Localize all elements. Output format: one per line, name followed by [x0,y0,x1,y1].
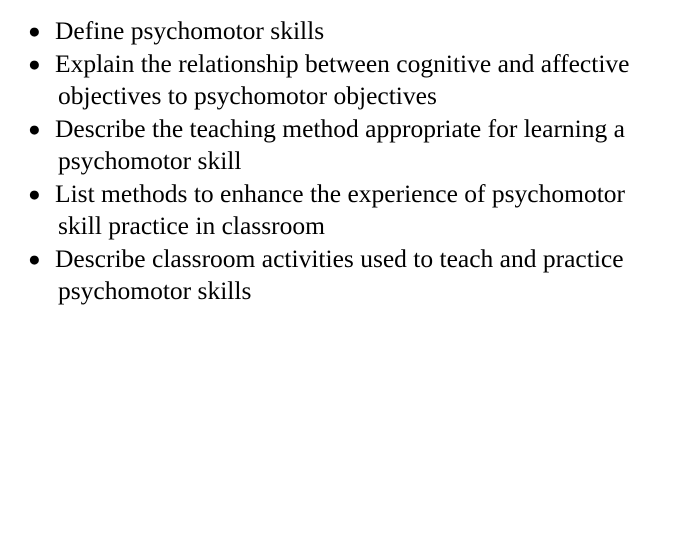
bullet-icon: ● [28,19,41,43]
objective-line: objectives to psychomotor objectives [58,81,437,110]
objective-line: Define psychomotor skills [55,16,325,45]
objective-item [28,48,698,113]
objective-line: skill practice in classroom [58,211,325,240]
objective-line: psychomotor skill [58,146,242,175]
objective-line: List methods to enhance the experience of psychomotor [55,178,626,208]
bullet-icon: ● [28,181,41,206]
objective-line: Describe the teaching method appropriate for learning a [55,113,625,143]
bullet-icon: ● [28,116,41,141]
objective-line: Describe classroom activities used to teach and practice [55,243,624,273]
objectives-list [28,15,698,308]
objective-item [28,15,698,48]
objective-item [28,178,698,243]
objective-line: Explain the relationship between cognitive and affective [55,48,630,78]
bullet-icon: ● [28,51,41,76]
objective-item [28,243,698,308]
objective-item [28,113,698,178]
bullet-icon: ● [28,246,41,271]
objective-line: psychomotor skills [58,276,252,305]
